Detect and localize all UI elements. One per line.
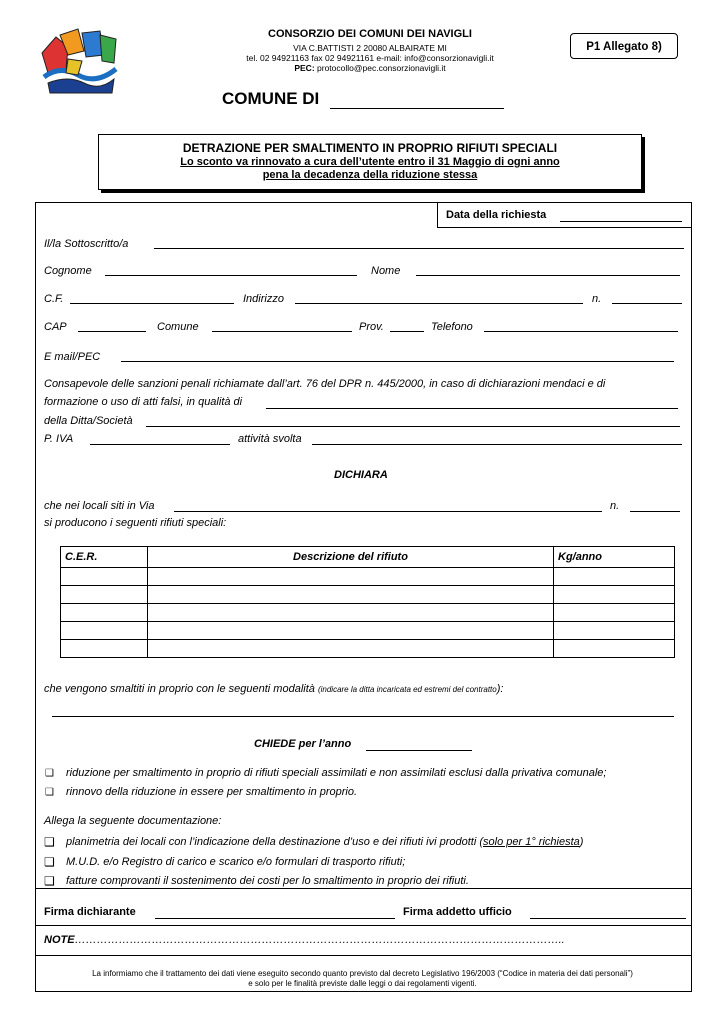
cell-kg[interactable] (554, 640, 675, 658)
doc-planimetria-text: planimetria dei locali con l’indicazione della destinazione d’uso e dei rifiuti ivi prodotti ( (66, 836, 484, 848)
checkbox-icon[interactable]: ❑ (44, 874, 55, 888)
opt-rinnovo: rinnovo della riduzione in essere per smaltimento in proprio. (66, 786, 358, 798)
cognome-label: Cognome (44, 265, 92, 277)
ditta-field[interactable] (146, 426, 680, 427)
prov-field[interactable] (390, 331, 424, 332)
org-contacts: tel. 02 94921163 fax 02 94921161 e-mail: info@consorzionavigli.it (246, 53, 494, 63)
nome-label: Nome (371, 265, 401, 277)
cell-descrizione[interactable] (148, 586, 554, 604)
table-row (61, 586, 675, 604)
civico-label: n. (610, 500, 620, 512)
smaltiti-note: (indicare la ditta incaricata ed estremi del contratto (317, 685, 497, 694)
piva-label: P. IVA (44, 433, 74, 445)
title-main: DETRAZIONE PER SMALTIMENTO IN PROPRIO RIFIUTI SPECIALI (182, 141, 558, 155)
qualita-label: formazione o uso di atti falsi, in qualità di (44, 396, 243, 408)
org-address: VIA C.BATTISTI 2 20080 ALBAIRATE MI (293, 43, 447, 53)
table-row (61, 622, 675, 640)
table-row (61, 604, 675, 622)
cf-label: C.F. (44, 293, 64, 305)
opt-riduzione: riduzione per smaltimento in proprio di rifiuti speciali assimilati e non assimilati esclusi dalla privativa comunale; (66, 767, 607, 779)
indirizzo-field[interactable] (295, 303, 583, 304)
rifiuti-table (60, 546, 675, 658)
note-dots[interactable]: …………………………………………………………………………………………………………………….. (74, 934, 565, 946)
comune-field[interactable] (330, 108, 504, 109)
divider (35, 955, 692, 956)
email-field[interactable] (121, 361, 674, 362)
cell-descrizione[interactable] (148, 568, 554, 586)
allega-label: Allega la seguente documentazione: (44, 815, 222, 827)
sottoscritto-label: Il/la Sottoscritto/a (44, 238, 129, 250)
anno-field[interactable] (366, 750, 472, 751)
cell-cer[interactable] (61, 604, 148, 622)
firma-dichiarante-field[interactable] (155, 918, 395, 919)
cell-kg[interactable] (554, 568, 675, 586)
checkbox-icon[interactable]: ❑ (45, 787, 54, 798)
dichiara-heading: DICHIARA (334, 469, 388, 481)
doc-planimetria-note: solo per 1° richiesta (483, 836, 580, 848)
firma-ufficio-field[interactable] (530, 918, 686, 919)
sottoscritto-field[interactable] (154, 248, 684, 249)
doc-fatture: fatture comprovanti il sostenimento dei costi per lo smaltimento in proprio dei rifiuti. (66, 875, 469, 887)
smaltiti-label: che vengono smaltiti in proprio con le seguenti modalità (44, 683, 315, 695)
pec-label: PEC: (294, 63, 315, 73)
note-row (44, 934, 684, 946)
email-label: E mail/PEC (44, 351, 101, 363)
modalita-field[interactable] (52, 716, 674, 717)
doc-planimetria (66, 836, 583, 848)
checkbox-icon[interactable]: ❑ (44, 835, 55, 849)
numero-field[interactable] (612, 303, 682, 304)
col-kg: Kg/anno (554, 547, 675, 568)
date-field[interactable] (560, 221, 682, 222)
chiede-label: CHIEDE per l’anno (254, 738, 352, 750)
doc-planimetria-end: ) (579, 836, 584, 848)
smaltiti-text (44, 683, 503, 695)
cap-label: CAP (44, 321, 67, 333)
attivita-label: attività svolta (238, 433, 302, 445)
table-row (61, 640, 675, 658)
cell-kg[interactable] (554, 586, 675, 604)
ditta-label: della Ditta/Società (44, 415, 133, 427)
cf-field[interactable] (70, 303, 234, 304)
cell-cer[interactable] (61, 568, 148, 586)
date-label: Data della richiesta (446, 209, 547, 221)
numero-label: n. (592, 293, 602, 305)
firma-ufficio-label: Firma addetto ufficio (403, 906, 512, 918)
comune-title: COMUNE DI (222, 89, 320, 108)
locali-label: che nei locali siti in Via (44, 500, 155, 512)
via-field[interactable] (174, 511, 602, 512)
comune-input[interactable] (212, 331, 352, 332)
checkbox-icon[interactable]: ❑ (45, 768, 54, 779)
cognome-field[interactable] (105, 275, 357, 276)
cell-descrizione[interactable] (148, 622, 554, 640)
cell-descrizione[interactable] (148, 604, 554, 622)
attivita-field[interactable] (312, 444, 682, 445)
indirizzo-label: Indirizzo (243, 293, 284, 305)
privacy-line-1: La informiamo che il trattamento dei dati viene eseguito secondo quanto previsto dal decreto Legislativo 196/2003 (“Codice in materia dei dati personali”) (92, 969, 633, 978)
telefono-label: Telefono (431, 321, 473, 333)
telefono-field[interactable] (484, 331, 678, 332)
divider (35, 925, 692, 926)
pec-value: protocollo@pec.consorzionavigli.it (314, 63, 446, 73)
consortium-logo (38, 25, 120, 97)
org-name: CONSORZIO DEI COMUNI DEI NAVIGLI (268, 28, 472, 40)
note-label: NOTE (44, 934, 75, 946)
col-descrizione: Descrizione del rifiuto (148, 547, 554, 568)
cell-cer[interactable] (61, 640, 148, 658)
title-sub-2: pena la decadenza della riduzione stessa (262, 169, 478, 181)
table-header-row (61, 547, 675, 568)
divider (35, 888, 692, 889)
cell-cer[interactable] (61, 622, 148, 640)
doc-mud: M.U.D. e/o Registro di carico e scarico e/o formulari di trasporto rifiuti; (66, 856, 406, 868)
piva-field[interactable] (90, 444, 230, 445)
comune-label: Comune (157, 321, 199, 333)
col-cer: C.E.R. (61, 547, 148, 568)
nome-field[interactable] (416, 275, 680, 276)
table-row (61, 568, 675, 586)
producono-text: si producono i seguenti rifiuti speciali: (44, 517, 227, 529)
smaltiti-end: ): (496, 683, 504, 695)
qualita-field[interactable] (266, 408, 678, 409)
checkbox-icon[interactable]: ❑ (44, 855, 55, 869)
title-sub-1: Lo sconto va rinnovato a cura dell’utente entro il 31 Maggio di ogni anno (180, 156, 560, 168)
consapevole-text: Consapevole delle sanzioni penali richiamate dall’art. 76 del DPR n. 445/2000, in caso di dichiarazioni mendaci e di (44, 378, 606, 390)
privacy-line-2: e solo per le finalità previste dalle leggi o dai regolamenti vigenti. (248, 979, 477, 988)
cell-kg[interactable] (554, 622, 675, 640)
cell-cer[interactable] (61, 586, 148, 604)
cap-field[interactable] (78, 331, 146, 332)
title-box (98, 134, 642, 190)
prov-label: Prov. (359, 321, 384, 333)
org-pec (180, 63, 560, 73)
cell-kg[interactable] (554, 604, 675, 622)
allegato-badge: P1 Allegato 8) (570, 33, 678, 59)
cell-descrizione[interactable] (148, 640, 554, 658)
firma-dichiarante-label: Firma dichiarante (44, 906, 136, 918)
civico-field[interactable] (630, 511, 680, 512)
